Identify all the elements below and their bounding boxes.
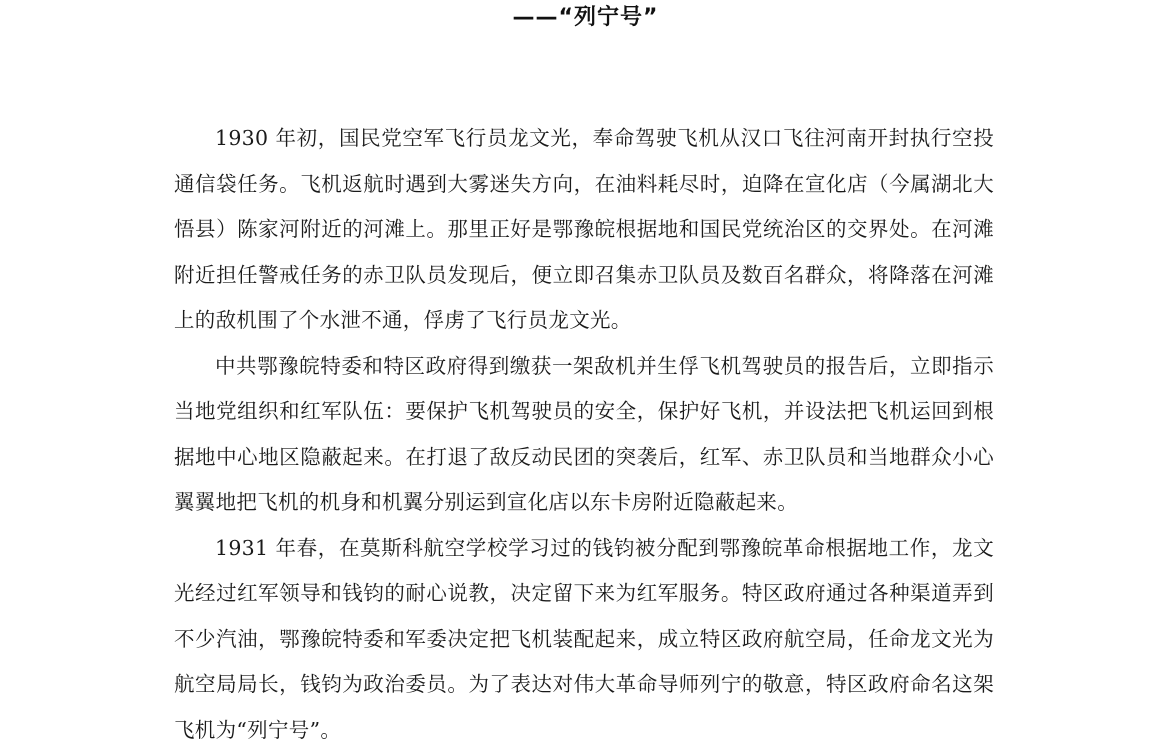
document-subtitle: ——“列宁号” [512, 5, 659, 30]
paragraph-1: 1930 年初，国民党空军飞行员龙文光，奉命驾驶飞机从汉口飞往河南开封执行空投通信袋任务。飞机返航时遇到大雾迷失方向，在油料耗尽时，迫降在宣化店（今属湖北大悟县）陈家河附近的河滩上。那里正好是鄂豫皖根据地和国民党统治区的交界处。在河滩附近担任警戒任务的赤卫队员发现后，便立即召集赤卫队员及数百名群众，将降落在河滩上的敌机围了个水泄不通，俘虏了飞行员龙文光。 [174, 126, 994, 332]
document-body [174, 116, 994, 753]
paragraph-2: 中共鄂豫皖特委和特区政府得到缴获一架敌机并生俘飞机驾驶员的报告后，立即指示当地党组织和红军队伍：要保护飞机驾驶员的安全，保护好飞机，并设法把飞机运回到根据地中心地区隐蔽起来。在打退了敌反动民团的突袭后，红军、赤卫队员和当地群众小心翼翼地把飞机的机身和机翼分别运到宣化店以东卡房附近隐蔽起来。 [174, 353, 994, 514]
paragraph-3: 1931 年春，在莫斯科航空学校学习过的钱钧被分配到鄂豫皖革命根据地工作，龙文光经过红军领导和钱钧的耐心说教，决定留下来为红军服务。特区政府通过各种渠道弄到不少汽油，鄂豫皖特委和军委决定把飞机装配起来，成立特区政府航空局，任命龙文光为航空局局长，钱钧为政治委员。为了表达对伟大革命导师列宁的敬意，特区政府命名这架飞机为“列宁号”。 [174, 535, 994, 742]
